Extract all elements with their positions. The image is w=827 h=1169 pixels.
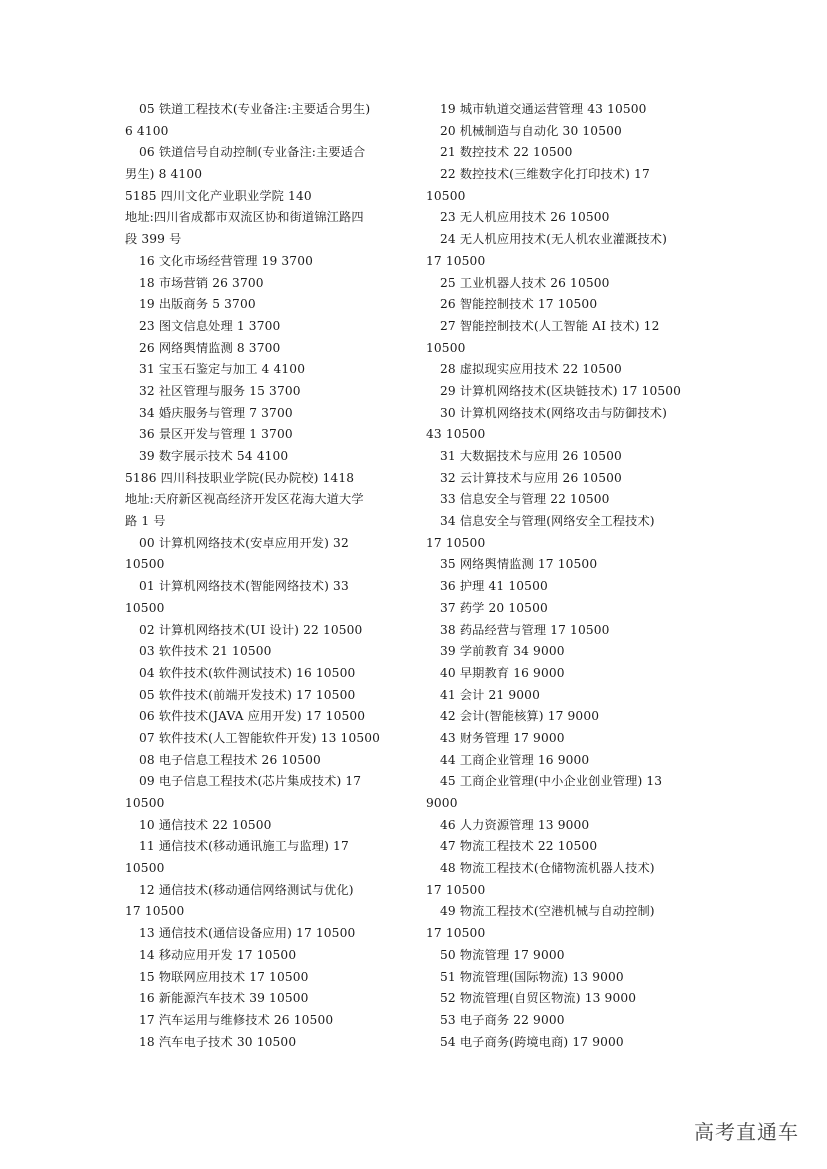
right-column-line: 48 物流工程技术(仓储物流机器人技术) (440, 861, 655, 876)
left-column-line: 段 399 号 (125, 232, 182, 247)
right-column-line: 45 工商企业管理(中小企业创业管理) 13 (440, 774, 663, 789)
right-column-line: 24 无人机应用技术(无人机农业灌溉技术) (440, 232, 668, 247)
left-column-line: 16 文化市场经营管理 19 3700 (139, 253, 314, 268)
right-column-line: 22 数控技术(三维数字化打印技术) 17 (440, 167, 650, 182)
left-column-line: 06 铁道信号自动控制(专业备注:主要适合 (139, 145, 366, 160)
right-column-line: 25 工业机器人技术 26 10500 (440, 275, 610, 290)
right-column-line: 46 人力资源管理 13 9000 (440, 817, 590, 832)
left-column-line: 11 通信技术(移动通讯施工与监理) 17 (139, 839, 349, 854)
right-column-line: 28 虚拟现实应用技术 22 10500 (440, 362, 622, 377)
right-column-line: 50 物流管理 17 9000 (440, 947, 565, 962)
left-column-line: 00 计算机网络技术(安卓应用开发) 32 (139, 535, 349, 550)
left-column-line: 10500 (125, 796, 165, 810)
left-column-line: 01 计算机网络技术(智能网络技术) 33 (139, 579, 349, 594)
right-column-line: 37 药学 20 10500 (440, 600, 548, 615)
left-column-line: 06 软件技术(JAVA 应用开发) 17 10500 (139, 709, 366, 724)
left-column (125, 99, 407, 1053)
left-column-line: 6 4100 (125, 123, 169, 138)
left-column-line: 17 10500 (125, 904, 185, 919)
left-column-line: 10500 (125, 600, 165, 615)
right-column-line: 27 智能控制技术(人工智能 AI 技术) 12 (440, 318, 660, 333)
right-column-line: 34 信息安全与管理(网络安全工程技术) (440, 514, 655, 529)
right-column-line: 44 工商企业管理 16 9000 (440, 752, 590, 767)
left-column-line: 12 通信技术(移动通信网络测试与优化) (139, 882, 354, 897)
right-column-line: 23 无人机应用技术 26 10500 (440, 210, 610, 225)
left-column-line: 18 市场营销 26 3700 (139, 275, 264, 290)
left-column-line: 5186 四川科技职业学院(民办院校) 1418 (125, 470, 355, 485)
right-column-line: 10500 (426, 188, 466, 203)
left-column-line: 04 软件技术(软件测试技术) 16 10500 (139, 665, 356, 680)
right-column-line: 43 财务管理 17 9000 (440, 730, 565, 745)
left-column-line: 18 汽车电子技术 30 10500 (139, 1034, 297, 1049)
left-column-line: 15 物联网应用技术 17 10500 (139, 969, 309, 984)
right-column-line: 47 物流工程技术 22 10500 (440, 839, 598, 854)
right-column-line: 26 智能控制技术 17 10500 (440, 297, 598, 312)
right-column-line: 42 会计(智能核算) 17 9000 (440, 709, 600, 724)
left-column-line: 31 宝玉石鉴定与加工 4 4100 (139, 362, 306, 377)
left-column-line: 05 铁道工程技术(专业备注:主要适合男生) (139, 102, 371, 116)
left-column-line: 14 移动应用开发 17 10500 (139, 947, 297, 962)
right-column-line: 17 10500 (426, 535, 486, 550)
right-column-line: 17 10500 (426, 926, 486, 941)
left-column-line: 地址:四川省成都市双流区协和街道锦江路四 (125, 210, 364, 225)
right-column-line: 20 机械制造与自动化 30 10500 (440, 123, 622, 138)
right-column-line: 43 10500 (426, 427, 486, 442)
left-column-line: 10500 (125, 861, 165, 876)
right-column-line: 49 物流工程技术(空港机械与自动控制) (440, 904, 655, 919)
right-column-line: 10500 (426, 340, 466, 355)
right-column-line: 51 物流管理(国际物流) 13 9000 (440, 969, 624, 984)
right-column-line: 35 网络舆情监测 17 10500 (440, 557, 598, 572)
right-column-line: 32 云计算技术与应用 26 10500 (440, 470, 622, 485)
left-column-line: 39 数字展示技术 54 4100 (139, 449, 289, 463)
left-column-line: 23 图文信息处理 1 3700 (139, 318, 281, 333)
right-column-line: 41 会计 21 9000 (440, 687, 540, 702)
left-column-line: 36 景区开发与管理 1 3700 (139, 427, 293, 442)
left-column-line: 02 计算机网络技术(UI 设计) 22 10500 (139, 622, 363, 637)
right-column-line: 21 数控技术 22 10500 (440, 145, 573, 160)
left-column-line: 26 网络舆情监测 8 3700 (139, 340, 281, 355)
left-column-line: 32 社区管理与服务 15 3700 (139, 383, 301, 398)
left-column-line: 08 电子信息工程技术 26 10500 (139, 752, 321, 767)
right-column-line: 52 物流管理(自贸区物流) 13 9000 (440, 991, 637, 1006)
left-column-line: 03 软件技术 21 10500 (139, 644, 272, 659)
left-column-line: 34 婚庆服务与管理 7 3700 (139, 405, 293, 420)
left-column-line: 19 出版商务 5 3700 (139, 297, 256, 312)
right-column-line: 19 城市轨道交通运营管理 43 10500 (440, 102, 647, 116)
right-column-line: 17 10500 (426, 882, 486, 897)
left-column-line: 09 电子信息工程技术(芯片集成技术) 17 (139, 774, 362, 789)
right-column-line: 29 计算机网络技术(区块链技术) 17 10500 (440, 383, 682, 398)
right-column-line: 53 电子商务 22 9000 (440, 1012, 565, 1027)
right-column-line: 33 信息安全与管理 22 10500 (440, 492, 610, 507)
left-column-line: 10 通信技术 22 10500 (139, 817, 272, 832)
left-column-line: 05 软件技术(前端开发技术) 17 10500 (139, 687, 356, 702)
right-column-line: 17 10500 (426, 253, 486, 268)
left-column-line: 13 通信技术(通信设备应用) 17 10500 (139, 926, 356, 941)
left-column-line: 5185 四川文化产业职业学院 140 (125, 188, 312, 203)
left-column-line: 07 软件技术(人工智能软件开发) 13 10500 (139, 730, 381, 745)
left-column-line: 路 1 号 (125, 514, 166, 529)
right-column (426, 99, 708, 1053)
right-column-line: 31 大数据技术与应用 26 10500 (440, 449, 622, 463)
left-column-line: 17 汽车运用与维修技术 26 10500 (139, 1012, 334, 1027)
left-column-line: 10500 (125, 557, 165, 572)
right-column-line: 36 护理 41 10500 (440, 579, 548, 594)
watermark-text: 高考直通车 (694, 1120, 799, 1144)
right-column-line: 54 电子商务(跨境电商) 17 9000 (440, 1034, 624, 1049)
right-column-line: 40 早期教育 16 9000 (440, 665, 565, 680)
left-column-line: 16 新能源汽车技术 39 10500 (139, 991, 309, 1006)
right-column-line: 38 药品经营与管理 17 10500 (440, 622, 610, 637)
right-column-line: 39 学前教育 34 9000 (440, 644, 565, 659)
right-column-line: 9000 (426, 796, 458, 810)
left-column-line: 男生) 8 4100 (125, 167, 203, 182)
left-column-line: 地址:天府新区视高经济开发区花海大道大学 (125, 492, 364, 507)
right-column-line: 30 计算机网络技术(网络攻击与防御技术) (440, 405, 668, 420)
